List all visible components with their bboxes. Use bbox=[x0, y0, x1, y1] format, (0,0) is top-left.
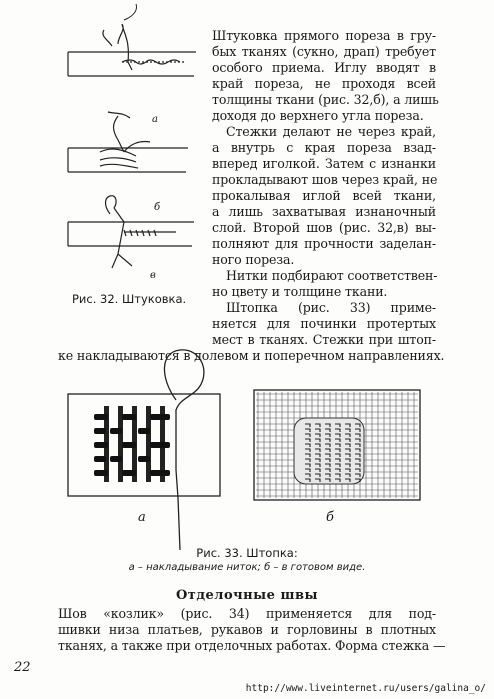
text-line: Нитки подбирают соответствен- bbox=[226, 268, 438, 283]
text-line: шивки низа платьев, рукавов и горловины в плотных bbox=[58, 622, 436, 637]
text-line: Штопка (рис. 33) приме- bbox=[226, 300, 436, 315]
text-line: а лишь захватывая изнаночный bbox=[212, 204, 436, 219]
section-heading: Отделочные швы bbox=[175, 588, 319, 603]
text-line: но цвету и толщине ткани. bbox=[212, 284, 388, 299]
footer-url[interactable]: http://www.liveinternet.ru/users/galina_o/ bbox=[245, 683, 486, 694]
text-line: Шов «козлик» (рис. 34) применяется для под- bbox=[58, 606, 436, 621]
text-line: слой. Второй шов (рис. 32,в) вы- bbox=[212, 220, 436, 235]
figure-33-label-a: а bbox=[138, 510, 146, 525]
text-line: ного пореза. bbox=[212, 252, 295, 267]
text-line: няется для починки протертых bbox=[212, 316, 436, 331]
figure-32-label-c: в bbox=[150, 270, 156, 281]
text-line: прокладывают шов через край, не bbox=[212, 172, 438, 187]
text-line-full: ке накладываются в долевом и поперечном направлениях. bbox=[58, 348, 445, 363]
text-line: а внутрь с края пореза взад- bbox=[212, 140, 436, 155]
text-line: тканях, а также при отделочных работах. Форма стежка — bbox=[58, 638, 446, 653]
text-line: мест в тканях. Стежки при штоп- bbox=[212, 332, 436, 347]
figure-33-label-b: б bbox=[326, 510, 334, 525]
figure-32-caption: Рис. 32. Штуковка. bbox=[72, 292, 187, 306]
text-line: бых тканях (сукно, драп) требует bbox=[212, 44, 436, 59]
text-line: прокалывая иглой всей ткани, bbox=[212, 188, 436, 203]
figure-33-subcaption: а – накладывание ниток; б – в готовом виде. bbox=[128, 562, 366, 573]
text-line: доходя до верхнего угла пореза. bbox=[212, 108, 424, 123]
figure-32-label-a: а bbox=[152, 114, 158, 125]
text-line: Стежки делают не через край, bbox=[226, 124, 436, 139]
page-number: 22 bbox=[14, 660, 31, 675]
text-line: Штуковка прямого пореза в гру- bbox=[212, 28, 436, 43]
text-line: вперед иголкой. Затем с изнанки bbox=[212, 156, 436, 171]
text-line: особого приема. Иглу вводят в bbox=[212, 60, 436, 75]
text-line: край пореза, не проходя всей bbox=[212, 76, 436, 91]
text-line: толщины ткани (рис. 32,б), а лишь bbox=[212, 92, 439, 107]
figure-32-label-b: б bbox=[154, 202, 160, 213]
figure-33-caption: Рис. 33. Штопка: bbox=[196, 546, 298, 560]
text-line: полняют для прочности заделан- bbox=[212, 236, 436, 251]
